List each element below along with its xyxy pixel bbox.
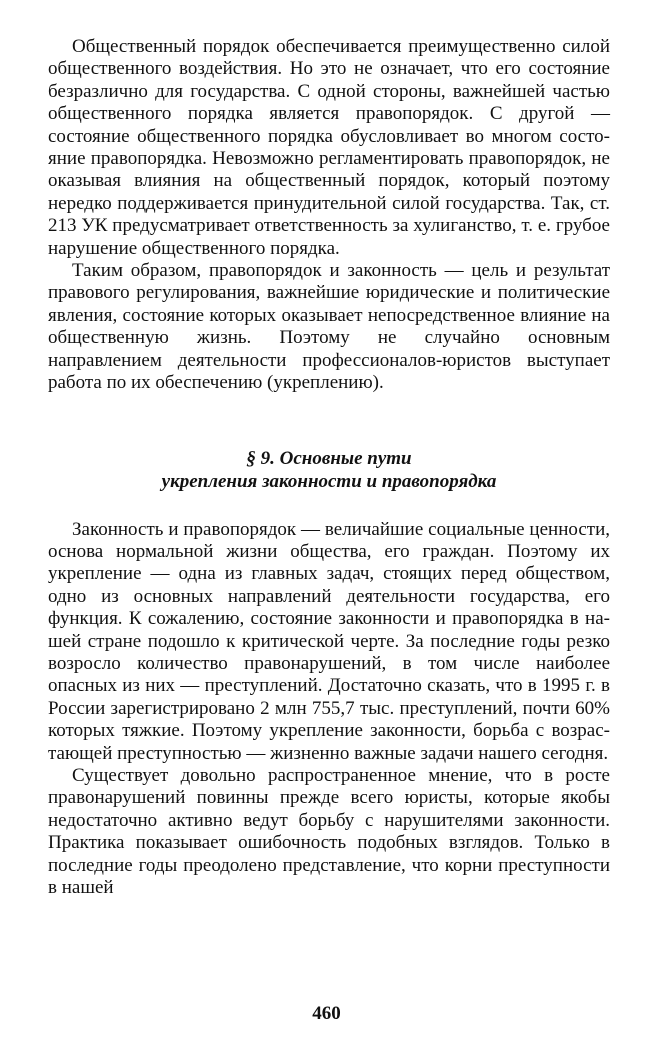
page-body	[48, 36, 610, 899]
paragraph-social-values: Законность и правопорядок — величайшие социальные ценности, основа нормальной жизни общества, его граждан. Поэтому их укрепление — одна из главных задач, стоящих перед обществом, одно из основных направлений деятельности государства, его функция. К сожалению, состояние законности и правопорядка в нашей стране подошло к критической черте. За последние годы резко возросло количество правонарушений, в том числе наиболее опасных из них — преступлений. Достаточно сказать, что в 1995 г. в России зарегистрировано 2 млн 755,7 тыс. преступлений, почти 60% которых тяжкие. Поэтому укрепление законности, борьба с возрастающей преступностью — жизненно важные задачи нашего сегодня.	[48, 518, 610, 764]
section-heading	[48, 447, 610, 493]
page-number: 460	[312, 1003, 341, 1024]
paragraph-public-order: Общественный порядок обеспечивается преимущественно силой общественного воздействия. Но это не означает, что его состояние безразлично для государства. С одной стороны, важнейшей частью общественного порядка является правопорядок. С другой — состояние общественного порядка обусловливает во многом состояние правопорядка. Невозможно регламентировать правопорядок, не оказывая влияния на общественный порядок, который поэтому нередко поддерживается принудительной силой государства. Так, ст. 213 УК предусматривает ответственность за хулиганство, т. е. грубое нарушение общественного порядка.	[48, 36, 610, 259]
section-heading-line2: укрепления законности и правопорядка	[161, 470, 497, 492]
section-heading-line1: § 9. Основные пути	[246, 447, 412, 469]
paragraph-legality-conclusion: Таким образом, правопорядок и законность — цель и результат правового регулирования, важнейшие юридические и политические явления, состояние которых оказывает непосредственное влияние на общественную жизнь. Поэтому не случайно основным направлением деятельности профессионалов-юристов выступает работа по их обеспечению (укреплению).	[48, 260, 610, 394]
paragraph-common-opinion: Существует довольно распространенное мнение, что в росте правонарушений повинны прежде всего юристы, которые якобы недостаточно активно ведут борьбу с нарушителями законности. Практика показывает ошибочность подобных взглядов. Только в последние годы преодолено представление, что корни преступности в нашей	[48, 764, 610, 898]
